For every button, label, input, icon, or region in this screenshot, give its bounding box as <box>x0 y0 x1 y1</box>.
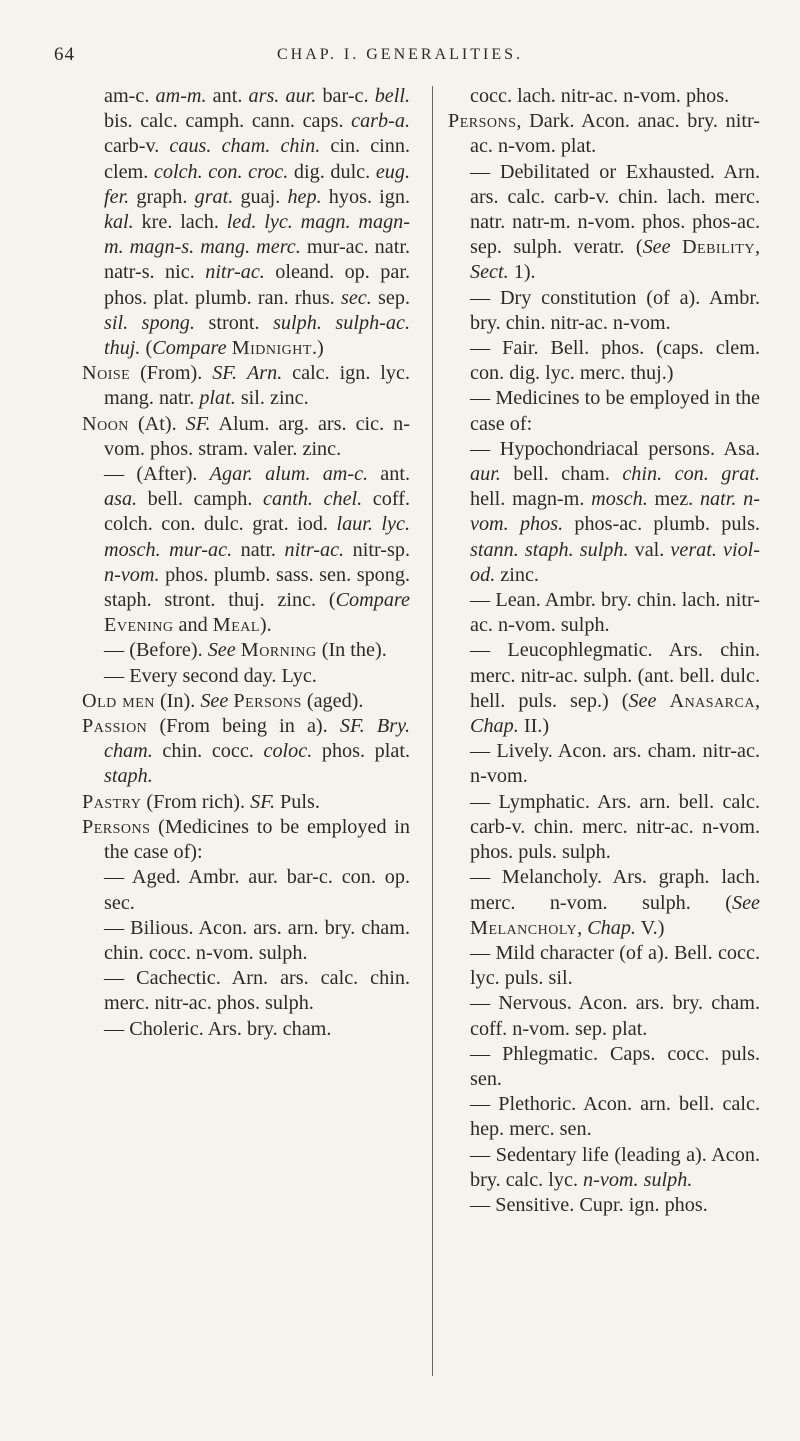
emphasized-term: See <box>628 689 657 712</box>
entry-heading: Persons <box>82 815 151 838</box>
emphasized-term: spong. <box>141 311 195 334</box>
running-head: CHAP. I. GENERALITIES. <box>277 46 523 63</box>
index-subentry <box>448 941 760 991</box>
entry-text: , Dark. Acon. anac. bry. nitr-ac. n-vom. plat. <box>470 110 760 158</box>
entry-text: — Hypochondriacal persons. Asa. <box>470 437 760 460</box>
entry-text: phos. plumb. sass. sen. spong. staph. stront. thuj. zinc. ( <box>104 563 410 612</box>
entry-text: (From rich). <box>141 790 251 813</box>
index-subentry <box>82 865 410 915</box>
index-subentry <box>448 1092 760 1142</box>
index-entry <box>448 109 760 159</box>
entry-text: — Bilious. Acon. ars. arn. bry. cham. chin. cocc. n-vom. sulph. <box>104 916 410 964</box>
emphasized-term: aur. <box>285 85 317 107</box>
entry-text: V.) <box>635 916 665 939</box>
emphasized-term: ars. <box>248 85 280 107</box>
entry-text: — Nervous. Acon. ars. bry. cham. coff. n-vom. sep. plat. <box>470 992 760 1040</box>
entry-text: hyos. ign. <box>321 185 411 208</box>
index-subentry <box>448 160 760 286</box>
entry-text <box>128 312 142 334</box>
emphasized-term: Sect. <box>470 261 509 284</box>
entry-text: — Phlegmatic. Caps. cocc. puls. sen. <box>470 1042 760 1090</box>
emphasized-term: magn-s. <box>129 236 195 259</box>
cross-reference: Anasarca <box>669 689 755 712</box>
entry-text <box>270 135 280 157</box>
entry-text <box>322 312 336 334</box>
index-subentry <box>448 286 760 336</box>
emphasized-term: SF. <box>212 362 238 385</box>
emphasized-term: lyc. <box>381 513 410 536</box>
emphasized-term: n-vom. <box>583 1168 639 1191</box>
emphasized-term: n-vom. <box>104 563 160 586</box>
cross-reference: Midnight <box>231 337 312 360</box>
entry-text: — Lymphatic. Ars. arn. bell. calc. carb-v. chin. merc. nitr-ac. n-vom. phos. puls. sulph. <box>470 790 760 864</box>
entry-text: natr. <box>232 538 285 561</box>
entry-text: — (After). <box>104 463 210 486</box>
emphasized-term: Agar. <box>209 463 253 486</box>
index-subentry <box>448 739 760 789</box>
entry-text: oleand. op. par. phos. plat. plumb. ran. rhus. <box>104 261 410 309</box>
entry-text: — (Before). <box>104 639 208 662</box>
index-entry <box>82 412 410 462</box>
emphasized-term: SF. <box>185 412 211 435</box>
emphasized-term: caus. <box>169 135 212 158</box>
emphasized-term: phos. <box>519 513 564 536</box>
emphasized-term: aur. <box>470 463 501 486</box>
emphasized-term: Arn. <box>246 362 283 385</box>
emphasized-term: See <box>200 689 229 712</box>
left-column <box>82 84 410 1042</box>
entry-text <box>253 463 265 485</box>
emphasized-term: sulph. <box>579 538 629 561</box>
emphasized-term: magn-m. <box>104 211 410 259</box>
index-subentry <box>82 462 410 638</box>
entry-heading: Noon <box>82 412 129 435</box>
column-divider <box>432 86 433 1376</box>
entry-heading: Passion <box>82 715 148 738</box>
emphasized-term: sulph. <box>643 1168 693 1191</box>
emphasized-term: See <box>207 639 236 662</box>
entry-text: — Fair. Bell. phos. (caps. clem. con. dig. lyc. merc. thuj.) <box>470 337 760 385</box>
emphasized-term: magn. <box>300 211 351 234</box>
emphasized-term: nitr-ac. <box>205 261 265 284</box>
entry-text: nitr-sp. <box>344 538 410 561</box>
entry-text: — Cachectic. Arn. ars. calc. chin. merc. nitr-ac. phos. sulph. <box>104 967 410 1015</box>
entry-text: coff. colch. con. dulc. grat. iod. <box>104 488 410 536</box>
entry-text: bar-c. <box>316 85 375 107</box>
entry-text: bell. cham. <box>500 463 623 486</box>
entry-text: phos-ac. plumb. puls. <box>563 513 761 536</box>
entry-text: (In). <box>154 689 201 712</box>
emphasized-term: chel. <box>323 488 363 511</box>
emphasized-term: stann. <box>470 538 519 561</box>
emphasized-term: chin. <box>280 135 321 158</box>
index-subentry <box>448 1193 760 1218</box>
entry-text <box>161 539 170 561</box>
emphasized-term: carb-a. <box>351 110 410 133</box>
emphasized-term: See <box>731 891 760 914</box>
index-subentry <box>448 437 760 588</box>
entry-text: (From being in a). <box>147 715 340 738</box>
entry-text: — Sensitive. Cupr. ign. phos. <box>470 1193 708 1216</box>
entry-text: bell. camph. <box>137 488 264 511</box>
emphasized-term: grat. <box>194 185 234 208</box>
entry-text: — Leucophlegmatic. Ars. chin. merc. nitr-ac. sulph. (ant. bell. dulc. hell. puls. sep.) ( <box>470 639 760 712</box>
emphasized-term: natr. <box>699 488 737 511</box>
entry-text <box>293 211 301 233</box>
entry-text <box>211 135 221 157</box>
emphasized-term: Chap. <box>587 916 636 939</box>
entry-text: — Sedentary life (leading a). Acon. bry. calc. lyc. <box>470 1143 760 1191</box>
entry-text: carb-v. <box>104 135 170 158</box>
entry-text: val. <box>628 538 671 561</box>
entry-text: — Debilitated or Exhausted. Arn. ars. calc. carb-v. chin. lach. merc. natr. natr-m. n-vom. phos. phos-ac. sep. sulph. veratr. ( <box>470 160 760 259</box>
right-column <box>448 84 760 1218</box>
emphasized-term: bell. <box>374 85 411 107</box>
entry-text <box>509 513 520 535</box>
entry-text: stront. <box>194 311 274 334</box>
entry-text: ant. <box>206 85 249 107</box>
index-entry <box>82 689 410 714</box>
emphasized-term: hep. <box>287 185 322 208</box>
index-subentry <box>82 664 410 689</box>
entry-text: (From). <box>130 362 213 385</box>
emphasized-term: See <box>642 236 671 259</box>
emphasized-term: thuj. <box>104 337 141 360</box>
entry-text: sep. <box>371 286 410 309</box>
index-continuation <box>82 84 410 361</box>
index-subentry <box>448 865 760 941</box>
entry-text: mez. <box>647 488 700 511</box>
entry-text: ant. <box>368 463 411 486</box>
emphasized-term: cham. <box>221 135 271 158</box>
emphasized-term: viol-od. <box>470 538 761 586</box>
entry-text <box>709 463 721 485</box>
entry-text: guaj. <box>233 185 288 208</box>
entry-text: chin. cocc. <box>152 740 264 763</box>
index-continuation <box>448 84 760 109</box>
emphasized-term: grat. <box>721 463 760 486</box>
emphasized-term: nitr-ac. <box>284 538 345 561</box>
emphasized-term: mosch. <box>591 488 648 511</box>
entry-heading: Persons <box>448 110 517 133</box>
entry-text: — Every second day. Lyc. <box>104 664 317 687</box>
entry-text: (Medicines to be employed in the case of): <box>104 815 410 864</box>
entry-text <box>656 690 669 712</box>
emphasized-term: merc. <box>256 236 301 259</box>
emphasized-term: asa. <box>104 488 138 511</box>
emphasized-term: mur-ac. <box>169 538 233 561</box>
index-subentry <box>448 638 760 739</box>
emphasized-term: Bry. <box>376 715 410 738</box>
entry-text: Puls. <box>275 790 320 813</box>
index-subentry <box>448 1042 760 1092</box>
index-subentry <box>448 1143 760 1193</box>
entry-text: bis. calc. camph. cann. caps. <box>104 110 352 133</box>
emphasized-term: mosch. <box>104 538 161 561</box>
emphasized-term: canth. <box>263 488 313 511</box>
emphasized-term: lyc. <box>264 211 293 234</box>
entry-text <box>365 715 377 737</box>
emphasized-term: SF. <box>250 790 275 813</box>
entry-text: hell. magn-m. <box>470 488 592 511</box>
index-subentry <box>82 1017 410 1042</box>
emphasized-term: laur. <box>336 513 373 536</box>
entry-text: — Aged. Ambr. aur. bar-c. con. op. sec. <box>104 866 410 914</box>
entry-text: (At). <box>128 412 186 435</box>
emphasized-term: staph. <box>104 765 153 788</box>
entry-text: mur-ac. natr. natr-s. nic. <box>104 236 410 284</box>
emphasized-term: cham. <box>104 740 153 763</box>
index-subentry <box>82 638 410 663</box>
entry-text: , <box>754 689 761 712</box>
entry-heading: Pastry <box>82 790 142 813</box>
entry-text: — Mild character (of a). Bell. cocc. lyc. puls. sil. <box>470 941 760 990</box>
index-subentry <box>448 336 760 386</box>
entry-text: — Melancholy. Ars. graph. lach. merc. n-vom. sulph. ( <box>470 866 760 914</box>
entry-text: am-c. <box>104 85 156 107</box>
emphasized-term: verat. <box>670 538 717 561</box>
emphasized-term: fer. <box>104 185 130 208</box>
emphasized-term: SF. <box>339 715 365 738</box>
entry-text <box>310 463 322 485</box>
emphasized-term: Compare <box>335 589 410 612</box>
entry-text: phos. plat. <box>312 740 410 763</box>
entry-text: (In the). <box>316 639 387 662</box>
entry-text: .) <box>311 337 324 360</box>
entry-text: cocc. lach. nitr-ac. n-vom. phos. <box>470 85 730 107</box>
emphasized-term: sil. <box>104 311 129 334</box>
emphasized-term: con. <box>208 160 243 183</box>
entry-text: dig. dulc. <box>288 160 376 183</box>
emphasized-term: Compare <box>152 337 227 360</box>
index-subentry <box>448 588 760 638</box>
cross-reference: Melancholy <box>470 916 578 939</box>
cross-reference: Evening <box>104 614 174 637</box>
entry-text: — Lean. Ambr. bry. chin. lach. nitr-ac. n-vom. sulph. <box>470 589 760 637</box>
entry-text <box>313 488 324 510</box>
index-subentry <box>448 386 760 436</box>
emphasized-term: led. <box>226 211 257 234</box>
entry-text: — Choleric. Ars. bry. cham. <box>104 1017 332 1040</box>
emphasized-term: croc. <box>248 160 289 183</box>
emphasized-term: mang. <box>200 236 251 259</box>
entry-text: and <box>173 614 213 637</box>
emphasized-term: plat. <box>199 387 236 410</box>
cross-reference: Debility <box>681 236 755 259</box>
index-subentry <box>82 966 410 1016</box>
emphasized-term: Chap. <box>470 715 519 738</box>
entry-text: zinc. <box>495 563 539 586</box>
emphasized-term: staph. <box>524 538 574 561</box>
index-entry <box>82 714 410 790</box>
index-entry <box>82 815 410 865</box>
index-subentry <box>448 991 760 1041</box>
cross-reference: Persons <box>233 689 302 712</box>
emphasized-term: am-c. <box>322 463 369 486</box>
emphasized-term: con. <box>674 463 709 486</box>
page-number: 64 <box>54 44 75 65</box>
emphasized-term: sulph-ac. <box>335 311 410 334</box>
emphasized-term: eug. <box>375 160 411 183</box>
cross-reference: Morning <box>240 639 317 662</box>
entry-text: cin. cinn. clem. <box>104 135 411 183</box>
emphasized-term: colch. <box>153 160 203 183</box>
emphasized-term: alum. <box>265 463 311 486</box>
entry-text: , <box>577 916 588 939</box>
index-subentry <box>448 790 760 866</box>
entry-text <box>237 362 247 384</box>
entry-text: ( <box>140 337 153 360</box>
emphasized-term: kal. <box>104 211 134 234</box>
cross-reference: Meal <box>212 614 260 637</box>
entry-text <box>671 236 682 258</box>
entry-text: — Medicines to be employed in the case of: <box>470 387 760 435</box>
entry-text: II.) <box>518 715 550 738</box>
entry-heading: Noise <box>82 362 131 385</box>
entry-text: , <box>754 236 760 259</box>
entry-text: calc. ign. lyc. mang. natr. <box>104 362 410 410</box>
emphasized-term: n-vom. <box>470 488 760 536</box>
entry-text: ). <box>259 614 272 637</box>
emphasized-term: sulph. <box>273 311 322 334</box>
entry-text: 1). <box>508 261 536 284</box>
entry-text: — Dry constitution (of a). Ambr. bry. chin. nitr-ac. n-vom. <box>470 286 760 334</box>
entry-text: Alum. arg. ars. cic. n-vom. phos. stram. valer. zinc. <box>104 412 410 460</box>
entry-text: — Lively. Acon. ars. cham. nitr-ac. n-vom. <box>470 740 760 788</box>
index-entry <box>82 361 410 411</box>
index-entry <box>82 790 410 815</box>
entry-text: — Plethoric. Acon. arn. bell. calc. hep. merc. sen. <box>470 1093 760 1141</box>
emphasized-term: coloc. <box>263 740 313 763</box>
entry-text: sil. zinc. <box>235 387 309 410</box>
entry-text: graph. <box>129 185 195 208</box>
entry-text <box>662 463 674 485</box>
entry-text: kre. lach. <box>133 211 227 234</box>
index-subentry <box>82 916 410 966</box>
entry-heading: Old men <box>82 689 155 712</box>
emphasized-term: chin. <box>622 463 663 486</box>
emphasized-term: sec. <box>340 286 372 309</box>
emphasized-term: am-m. <box>155 85 207 107</box>
entry-text: (aged). <box>301 689 364 712</box>
